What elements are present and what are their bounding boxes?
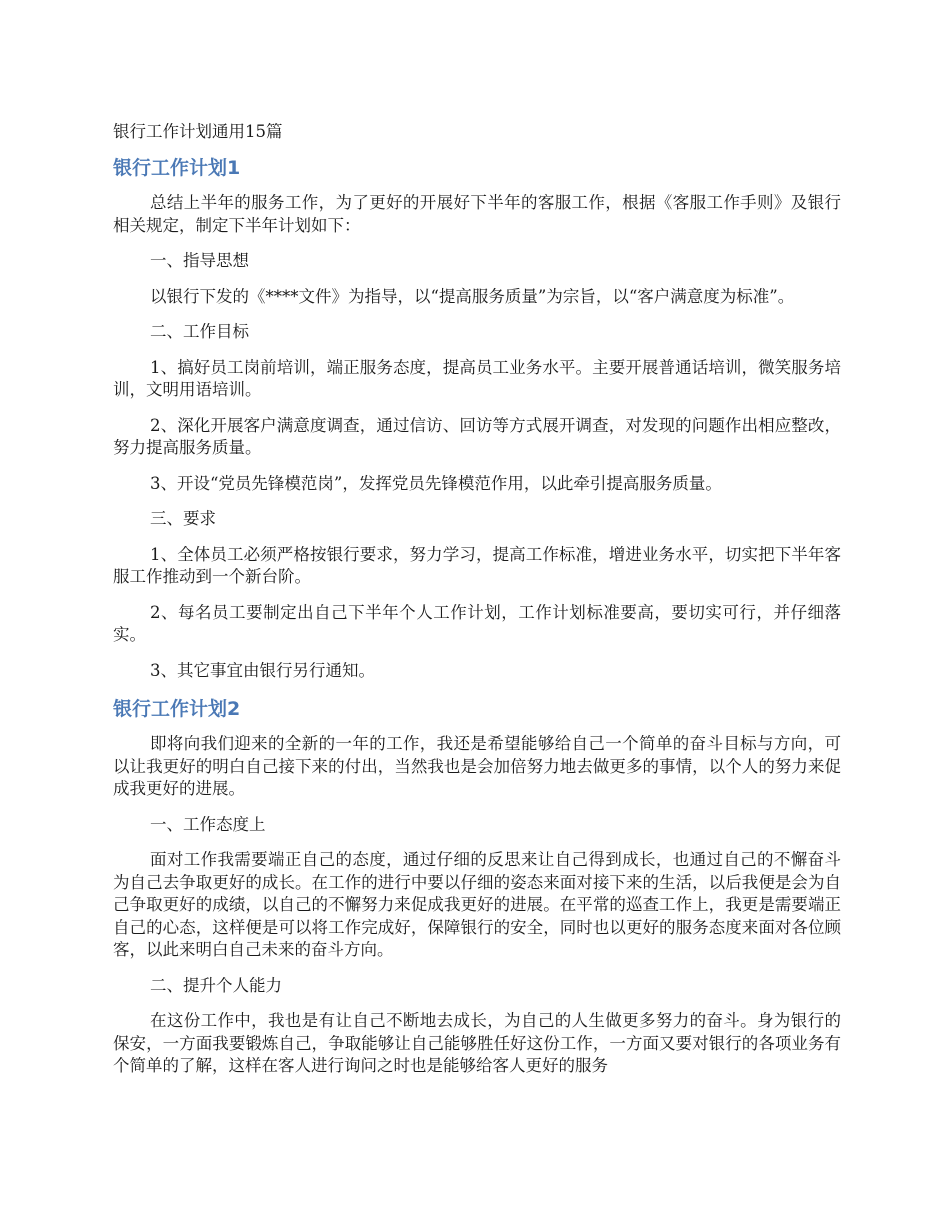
subheading: 二、提升个人能力 (150, 975, 282, 995)
document-title: 银行工作计划通用15篇 (113, 122, 283, 141)
paragraph: 3、其它事宜由银行另行通知。 (150, 660, 375, 680)
section-plan-1 (113, 154, 841, 682)
subheading: 三、要求 (150, 509, 216, 528)
paragraph: 在这份工作中，我也是有让自己不断地去成长，为自己的人生做更多努力的奋斗。身为银行的保安，一方面我要锻炼自己，争取能够让自己能够胜任好这份工作，一方面又要对银行的各项业务有个简单的了解，这样在客人进行询问之时也是能够给客人更好的服务 (113, 1011, 841, 1075)
paragraph: 1、全体员工必须严格按银行要求，努力学习，提高工作标准，增进业务水平，切实把下半年客服工作推动到一个新台阶。 (113, 544, 841, 586)
subheading: 一、指导思想 (150, 251, 249, 270)
section-plan-2 (113, 695, 841, 1078)
paragraph: 面对工作我需要端正自己的态度，通过仔细的反思来让自己得到成长，也通过自己的不懈奋斗为自己去争取更好的成长。在工作的进行中要以仔细的姿态来面对接下来的生活，以后我便是会为自己争取更好的成绩，以自己的不懈努力来促成我更好的进展。在平常的巡查工作上，我更是需要端正自己的心态，这样便是可以将工作完成好，保障银行的安全，同时也以更好的服务态度来面对各位顾客，以此来明白自己未来的奋斗方向。 (113, 850, 841, 959)
paragraph: 2、每名员工要制定出自己下半年个人工作计划，工作计划标准要高，要切实可行，并仔细落实。 (113, 602, 841, 644)
paragraph: 2、深化开展客户满意度调查，通过信访、回访等方式展开调查，对发现的问题作出相应整改，努力提高服务质量。 (113, 415, 841, 457)
paragraph: 1、搞好员工岗前培训，端正服务态度，提高员工业务水平。主要开展普通话培训，微笑服务培训，文明用语培训。 (113, 357, 841, 399)
paragraph: 总结上半年的服务工作，为了更好的开展好下半年的客服工作，根据《客服工作手则》及银行相关规定，制定下半年计划如下： (113, 193, 841, 235)
section-heading: 银行工作计划1 (113, 157, 241, 179)
paragraph: 以银行下发的《****文件》为指导，以“提高服务质量”为宗旨，以“客户满意度为标准”。 (150, 286, 795, 306)
section-heading: 银行工作计划2 (113, 698, 241, 720)
subheading: 二、工作目标 (150, 322, 249, 341)
paragraph: 3、开设“党员先锋模范岗”，发挥党员先锋模范作用，以此牵引提高服务质量。 (150, 473, 722, 493)
paragraph: 即将向我们迎来的全新的一年的工作，我还是希望能够给自己一个简单的奋斗目标与方向，可以让我更好的明白自己接下来的付出，当然我也是会加倍努力地去做更多的事情，以个人的努力来促成我更好的进展。 (113, 734, 841, 798)
subheading: 一、工作态度上 (150, 814, 266, 834)
document-page (113, 120, 841, 1091)
